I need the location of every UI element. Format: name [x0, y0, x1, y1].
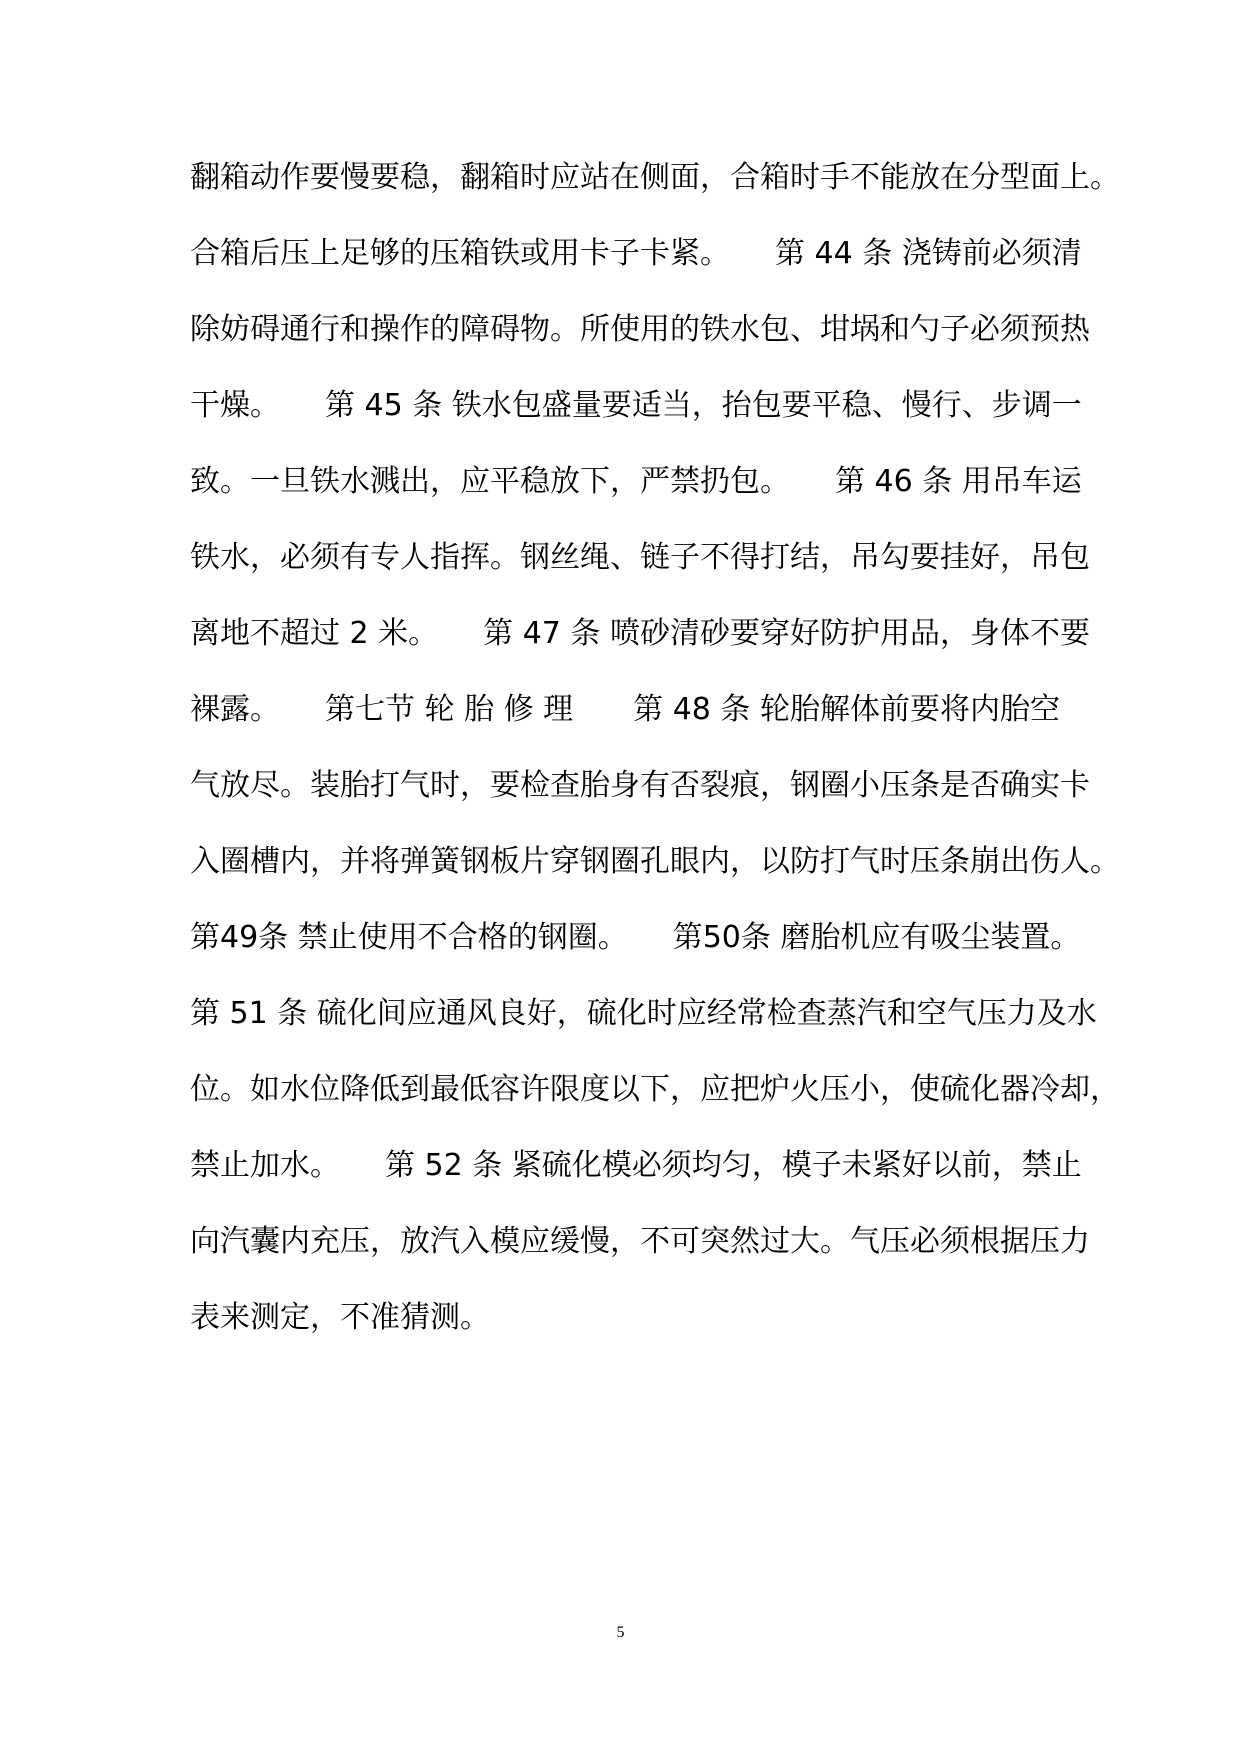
text-line: 第49条 禁止使用不合格的钢圈。 第50条 磨胎机应有吸尘装置。 [190, 920, 1081, 955]
text-line: 向汽囊内充压，放汽入模应缓慢，不可突然过大。气压必须根据压力 [190, 1224, 1090, 1259]
page-number: 5 [616, 1624, 625, 1641]
text-line: 铁水，必须有专人指挥。钢丝绳、链子不得打结，吊勾要挂好，吊包 [190, 540, 1090, 575]
text-line: 翻箱动作要慢要稳，翻箱时应站在侧面，合箱时手不能放在分型面上。 [190, 160, 1120, 195]
text-line: 离地不超过 2 米。 第 47 条 喷砂清砂要穿好防护用品，身体不要 [190, 616, 1090, 651]
text-line: 气放尽。装胎打气时，要检查胎身有否裂痕，钢圈小压条是否确实卡 [190, 768, 1090, 803]
text-line: 裸露。 第七节 轮 胎 修 理 第 48 条 轮胎解体前要将内胎空 [190, 692, 1060, 727]
text-line: 入圈槽内，并将弹簧钢板片穿钢圈孔眼内，以防打气时压条崩出伤人。 [190, 844, 1120, 879]
text-line: 致。一旦铁水溅出，应平稳放下，严禁扔包。 第 46 条 用吊车运 [190, 464, 1082, 499]
text-line: 表来测定，不准猜测。 [190, 1300, 490, 1335]
text-line: 禁止加水。 第 52 条 紧硫化模必须均匀，模子未紧好以前，禁止 [190, 1148, 1082, 1183]
text-line: 合箱后压上足够的压箱铁或用卡子卡紧。 第 44 条 浇铸前必须清 [190, 236, 1082, 271]
text-line: 干燥。 第 45 条 铁水包盛量要适当，抬包要平稳、慢行、步调一 [190, 388, 1082, 423]
body-text [190, 140, 1120, 1356]
text-line: 位。如水位降低到最低容许限度以下，应把炉火压小，使硫化器冷却， [190, 1072, 1120, 1107]
text-line: 除妨碍通行和操作的障碍物。所使用的铁水包、坩埚和勺子必须预热 [190, 312, 1090, 347]
text-line: 第 51 条 硫化间应通风良好，硫化时应经常检查蒸汽和空气压力及水 [190, 996, 1097, 1031]
